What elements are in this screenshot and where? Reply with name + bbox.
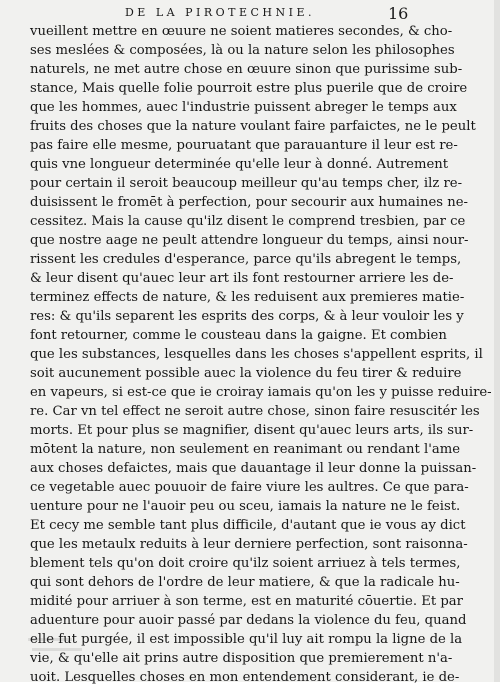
- text-line: pour certain il seroit beaucoup meilleur qu'au temps cher, ilz re-: [30, 176, 463, 191]
- text-line: ce vegetable auec pouuoir de faire viure les aultres. Ce que para-: [30, 480, 469, 495]
- text-line: que les hommes, auec l'industrie puissent abreger le temps aux: [30, 100, 457, 115]
- text-line: re. Car vn tel effect ne seroit autre chose, sinon faire resuscitér les: [30, 404, 480, 419]
- text-line: elle fut purgée, il est impossible qu'il luy ait rompu la ligne de la: [30, 632, 463, 647]
- text-line: Et cecy me semble tant plus difficile, d'autant que ie vous ay dict: [30, 518, 466, 533]
- text-line: terminez effects de nature, & les reduisent aux premieres matie-: [30, 290, 465, 305]
- text-line: stance, Mais quelle folie pourroit estre plus puerile que de croire: [30, 81, 468, 96]
- text-line: blement tels qu'on doit croire qu'ilz soient arriuez à tels termes,: [30, 556, 461, 571]
- text-line: & leur disent qu'auec leur art ils font restourner arriere les de-: [30, 271, 454, 286]
- text-line: aduenture pour auoir passé par dedans la violence du feu, quand: [30, 613, 467, 628]
- text-line: rissent les credules d'esperance, parce qu'ils abregent le temps,: [30, 252, 462, 267]
- body-text: [30, 22, 492, 687]
- text-line: vie, & qu'elle ait prins autre disposition que premierement n'a-: [30, 651, 453, 666]
- text-line: que les substances, lesquelles dans les choses s'appellent esprits, il: [30, 347, 483, 362]
- text-line: aux choses defaictes, mais que dauantage il leur donne la puissan-: [30, 461, 477, 476]
- text-line: qui sont dehors de l'ordre de leur matiere, & que la radicale hu-: [30, 575, 460, 590]
- text-line: res: & qu'ils separent les esprits des corps, & à leur vouloir les y: [30, 309, 464, 324]
- show-through-ink: [28, 630, 88, 660]
- text-line: vueillent mettre en œuure ne soient matieres secondes, & cho-: [30, 24, 453, 39]
- text-line: soit aucunement possible auec la violence du feu tirer & reduire: [30, 366, 462, 381]
- text-line: uenture pour ne l'auoir peu ou sceu, iamais la nature ne le feist.: [30, 499, 461, 514]
- text-line: duisissent le fromēt à perfection, pour secourir aux humaines ne-: [30, 195, 468, 210]
- text-line: pas faire elle mesme, pouruatant que parauanture il leur est re-: [30, 138, 458, 153]
- text-line: cessitez. Mais la cause qu'ilz disent le comprend tresbien, par ce: [30, 214, 466, 229]
- page-number: 16: [388, 4, 409, 23]
- text-line: mōtent la nature, non seulement en reanimant ou rendant l'ame: [30, 442, 460, 457]
- text-line: midité pour arriuer à son terme, est en maturité cōuertie. Et par: [30, 594, 463, 609]
- text-line: en vapeurs, si est-ce que ie croiray iamais qu'on les y puisse reduire-: [30, 385, 492, 400]
- text-line: ses meslées & composées, là ou la nature selon les philosophes: [30, 43, 455, 58]
- text-line: quis vne longueur determinée qu'elle leur à donné. Autrement: [30, 157, 449, 172]
- text-line: font retourner, comme le cousteau dans la gaigne. Et combien: [30, 328, 447, 343]
- text-line: morts. Et pour plus se magnifier, disent qu'auec leurs arts, ils sur-: [30, 423, 474, 438]
- text-line: uoit. Lesquelles choses en mon entendement considerant, ie de-: [30, 670, 460, 685]
- text-line: que les metaulx reduits à leur derniere perfection, sont raisonna-: [30, 537, 468, 552]
- text-line: fruits des choses que la nature voulant faire parfaictes, ne le peult: [30, 119, 476, 134]
- text-line: naturels, ne met autre chose en œuure sinon que purissime sub-: [30, 62, 463, 77]
- running-head: DE LA PIROTECHNIE.: [124, 6, 315, 19]
- text-line: que nostre aage ne peult attendre longueur du temps, ainsi nour-: [30, 233, 469, 248]
